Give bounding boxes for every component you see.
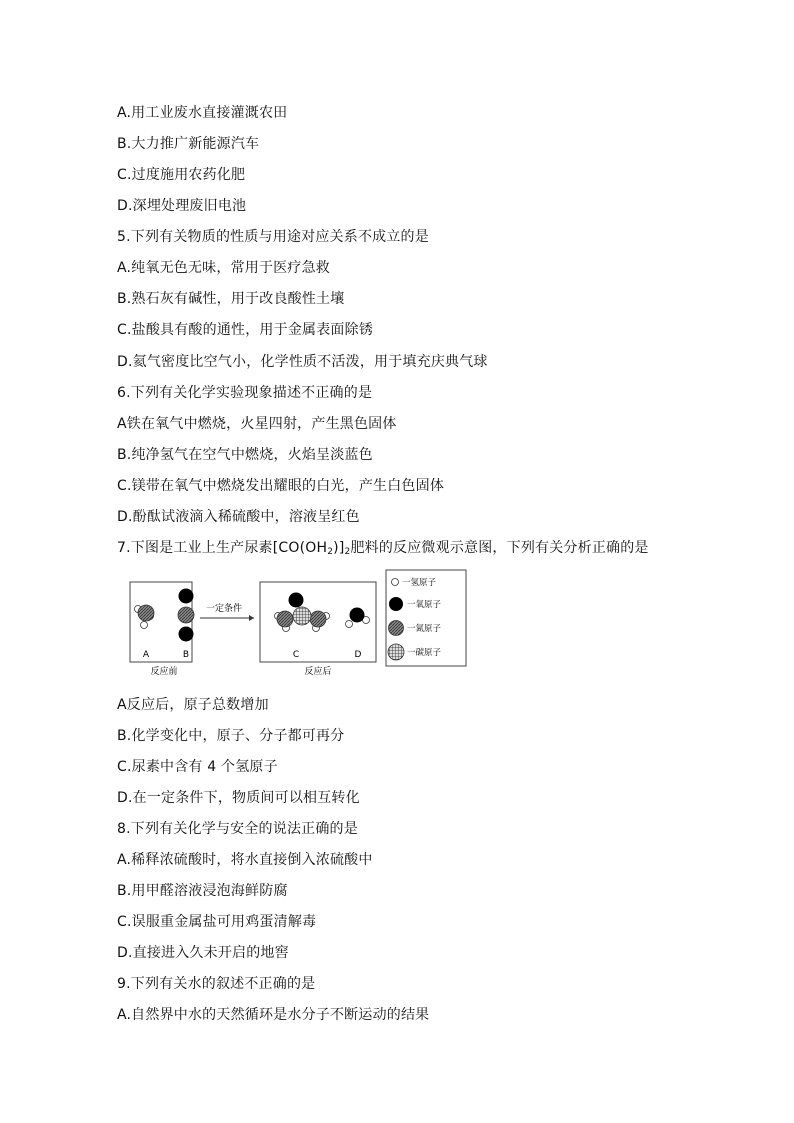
label-before: 反应前	[150, 667, 178, 677]
q7-sub-2: 2	[344, 547, 351, 557]
label-b: B	[182, 650, 190, 660]
line-7d: D.在一定条件下，物质间可以相互转化	[117, 790, 360, 806]
line-4b: B.大力推广新能源汽车	[117, 136, 260, 152]
question-9: 9.下列有关水的叙述不正确的是	[117, 976, 316, 992]
line-8a: A.稀释浓硫酸时，将水直接倒入浓硫酸中	[117, 852, 373, 868]
legend-hydrogen	[392, 577, 437, 588]
line-5a: A.纯氧无色无味，常用于医疗急救	[117, 260, 330, 276]
legend-nitrogen	[389, 621, 442, 636]
q7-sub-h: 2	[327, 547, 334, 557]
legend-oxygen-label: 一氧原子	[407, 600, 442, 610]
legend-hydrogen-label: 一氢原子	[402, 578, 437, 588]
line-8b: B.用甲醛溶液浸泡海鲜防腐	[117, 883, 288, 899]
molecule-a	[135, 605, 155, 629]
line-6d: D.酚酞试液滴入稀硫酸中，溶液呈红色	[117, 509, 360, 525]
molecule-b	[178, 589, 194, 642]
question-8: 8.下列有关化学与安全的说法正确的是	[117, 821, 358, 837]
label-c: C	[292, 650, 300, 660]
line-4a: A.用工业废水直接灌溉农田	[117, 105, 288, 121]
legend-oxygen	[389, 597, 442, 611]
label-a: A	[142, 650, 150, 660]
q7-mid: )]	[333, 540, 345, 556]
arrow-head-icon	[249, 615, 254, 621]
line-7c: C.尿素中含有 4 个氢原子	[117, 759, 278, 775]
q7-prefix: 7.下图是工业上生产尿素[CO(OH	[117, 540, 328, 556]
line-5b: B.熟石灰有碱性，用于改良酸性土壤	[117, 291, 345, 307]
line-6c: C.镁带在氧气中燃烧发出耀眼的白光，产生白色固体	[117, 478, 445, 494]
question-5: 5.下列有关物质的性质与用途对应关系不成立的是	[117, 229, 429, 245]
label-after: 反应后	[304, 667, 332, 677]
reaction-diagram	[128, 566, 468, 680]
legend-nitrogen-label: 一氮原子	[407, 624, 442, 634]
line-8d: D.直接进入久未开启的地窖	[117, 945, 289, 961]
arrow-label: 一定条件	[205, 604, 243, 614]
q7-suffix: 肥料的反应微观示意图，下列有关分析正确的是	[350, 540, 649, 556]
molecule-d	[346, 608, 370, 628]
legend-carbon	[388, 644, 442, 660]
line-6a: A铁在氧气中燃烧，火星四射，产生黑色固体	[117, 416, 397, 432]
legend-carbon-label: 一碳原子	[407, 648, 442, 658]
line-7b: B.化学变化中，原子、分子都可再分	[117, 728, 345, 744]
line-7a: A反应后，原子总数增加	[117, 697, 269, 713]
molecule-c	[275, 593, 330, 632]
question-6: 6.下列有关化学实验现象描述不正确的是	[117, 385, 373, 401]
line-6b: B.纯净氢气在空气中燃烧，火焰呈淡蓝色	[117, 447, 373, 463]
label-d: D	[354, 650, 362, 660]
line-5d: D.氦气密度比空气小，化学性质不活泼，用于填充庆典气球	[117, 354, 488, 370]
line-8c: C.误服重金属盐可用鸡蛋清解毒	[117, 914, 317, 930]
line-4c: C.过度施用农药化肥	[117, 167, 246, 183]
line-5c: C.盐酸具有酸的通性，用于金属表面除锈	[117, 322, 374, 338]
line-4d: D.深埋处理废旧电池	[117, 198, 247, 214]
line-9a: A.自然界中水的天然循环是水分子不断运动的结果	[117, 1007, 430, 1023]
question-7	[117, 539, 649, 561]
